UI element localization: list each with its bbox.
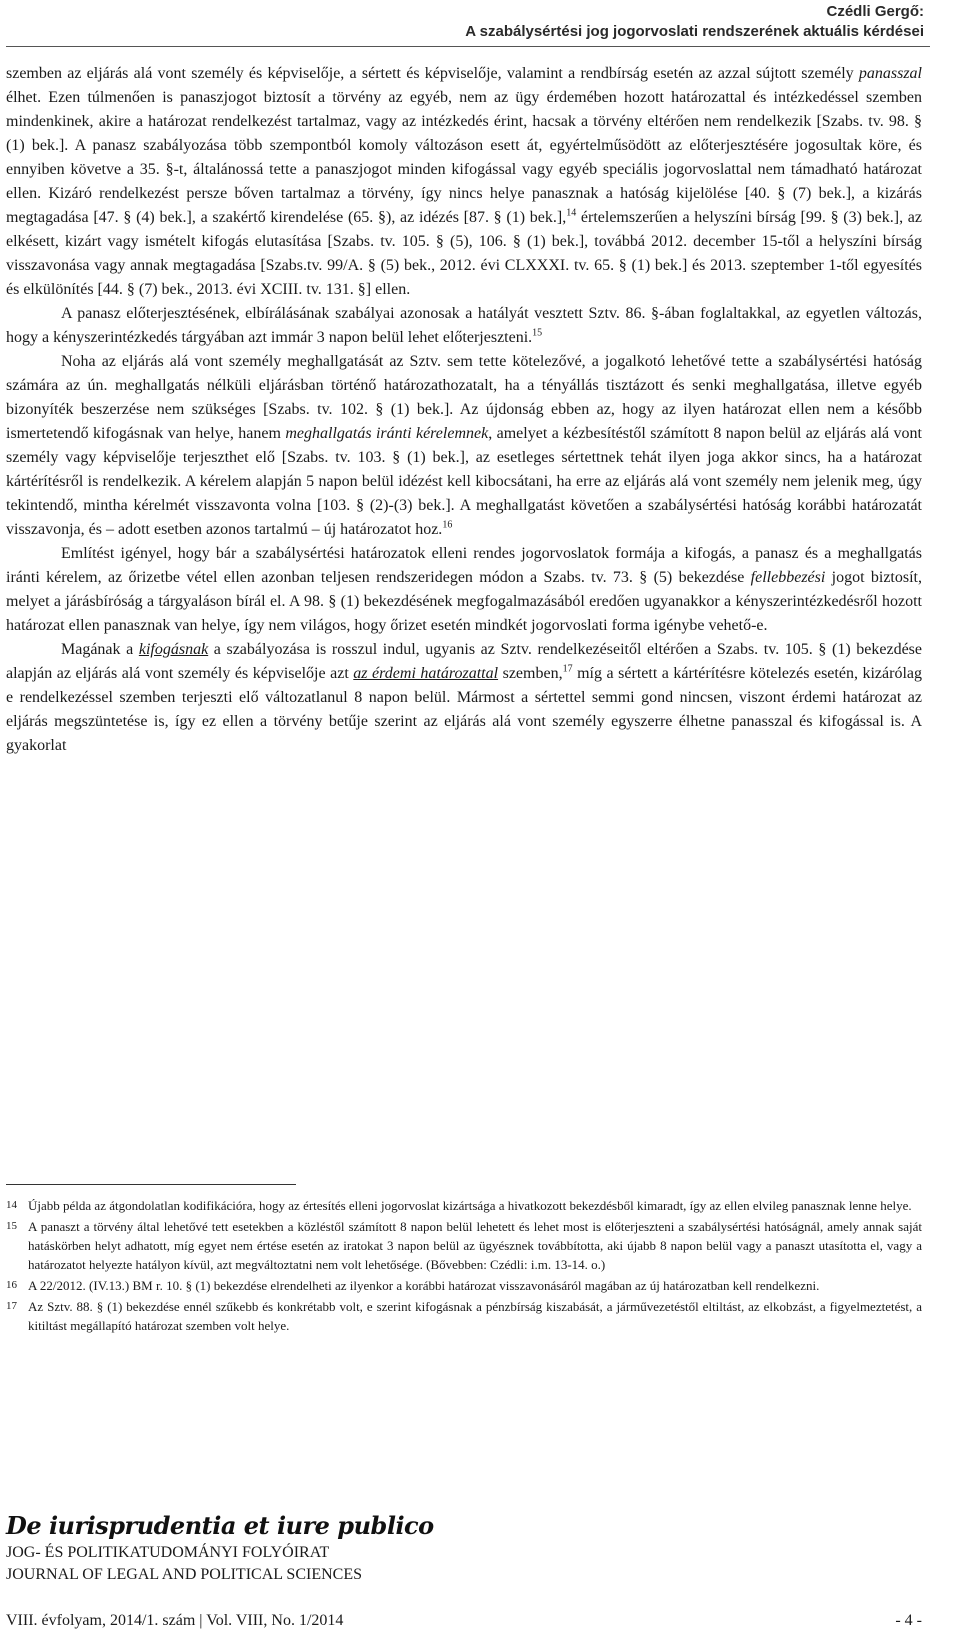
- footnote-divider: [6, 1184, 296, 1185]
- emphasis-term: kifogásnak: [138, 641, 209, 658]
- paragraph-3: Noha az eljárás alá vont személy meghallgatását az Sztv. sem tette kötelezővé, a jogalkotó lehetővé tette a szabálysértési hatóság számára az ún. meghallgatás nélküli eljárásban történő határozathozatalt, ha a tényállás tisztázott és senki meghallgatása, illetve egyéb bizonyíték beszerzése nem szükséges [Szabs. tv. 102. § (1) bek.]. Az újdonság ebben az, hogy az ilyen határozat ellen nem a később ismertetendő kifogásnak van helye, hanem meghallgatás iránti kérelemnek, amelyet a kézbesítéstől számított 8 napon belül az eljárás alá vont személy vagy képviselője terjeszthet elő [Szabs. tv. 103. § (1) bek.], az esetleges sértettnek tehát ilyen joga akkor sincs, ha a határozat kártérítésről is rendelkezik. A kérelem alapján 5 napon belül idézést kell kibocsátani, ha erre az eljárás alá vont személy nem jelenik meg, úgy tekintendő, mintha kérelmét visszavonta volna [103. § (2)-(3) bek.]. A meghallgatást követően a szabálysértési hatóság korábbi határozatát visszavonja, és – adott esetben azonos tartalmú – új határozatot hoz.$^{16}$: [6, 353, 923, 538]
- footnote-ref-15[interactable]: 15: [532, 327, 543, 339]
- journal-subtitle-en: JOURNAL OF LEGAL AND POLITICAL SCIENCES: [6, 1566, 362, 1583]
- journal-logo: De iurisprudentia et iure publico: [6, 1511, 434, 1540]
- issue-line: [6, 1610, 922, 1632]
- emphasis-term: fellebbezési: [750, 569, 826, 586]
- footnote-ref-16[interactable]: 16: [442, 519, 453, 531]
- paragraph-4: Említést igényel, hogy bár a szabálysértési határozatok elleni rendes jogorvoslatok formája a kifogás, a panasz és a meghallgatás iránti kérelem, az őrizetbe vétel ellen azonban teljesen rendszeridegen módon a Szabs. tv. 73. § (5) bekezdése fellebbezési jogot biztosít, melyet a járásbíróság a tárgyaláson bírál el. A 98. § (1) bekezdésének megfogalmazásából eredően ugyanakkor a kényszerintézkedésről hozott határozat ellen panasznak van helye, így nem világos, hogy őrizet esetén mindkét jogorvoslati forma igénybe vehető-e.: [6, 545, 922, 634]
- footnote-number: 14: [6, 1199, 17, 1211]
- emphasis-term: az érdemi határozattal: [353, 665, 499, 682]
- footnote-ref-14[interactable]: 14: [566, 207, 577, 219]
- paragraph-5: Magának a kifogásnak a szabályozása is rosszul indul, ugyanis az Sztv. rendelkezéseitől eltérően a Szabs. tv. 105. § (1) bekezdése alapján az eljárás alá vont személy és képviselője azt az érdemi határozattal szemben,$^{17}$ míg a sértett a kártérítésre kötelezés esetén, kizárólag e rendelkezéssel szemben terjeszti elő változatlanul 8 napon belül. Mármost a sértettel semmi gond nincsen, viszont érdemi határozat az eljárás megszüntetése is, így ez ellen a törvény betűje szerint az eljárás alá vont személy egyszerre élhetne panasszal és kifogással is. A gyakorlat: [6, 641, 922, 754]
- footnote-text: A 22/2012. (IV.13.) BM r. 10. § (1) bekezdése elrendelheti az ilyenkor a korábbi határozat visszavonásáról magában az új határozatban kell rendelkezni.: [28, 1278, 820, 1293]
- paragraph-2: A panasz előterjesztésének, elbírálásának szabályai azonosak a hatályát vesztett Sztv. 86. §-ában foglaltakkal, az egyetlen változás, hogy a kényszerintézkedés tárgyában azt immár 3 napon belül lehet előterjeszteni.$^{15}$: [6, 305, 922, 346]
- footnote: [6, 1196, 922, 1215]
- footnote-number: 16: [6, 1279, 17, 1291]
- header-title: A szabálysértési jog jogorvoslati rendszerének aktuális kérdései: [465, 23, 924, 40]
- paragraph-1: szemben az eljárás alá vont személy és képviselője, a sértett és képviselője, valamint a rendbírság esetén az azzal sújtott személy panasszal élhet. Ezen túlmenően is panaszjogot biztosít a törvény az egyéb, nem az ügy érdemében hozott határozattal és intézkedéssel szemben mindenkinek, akire a határozat rendelkezést tartalmaz, vagy az intézkedés érint, hacsak a törvény eltérően nem rendelkezik [Szabs. tv. 98. § (1) bek.]. A panasz szabályozása több szempontból komoly változáson esett át, egyértelműsödött az előterjesztésére jogosultak köre, és ennyiben követve a 35. §-t, általánossá tette a panaszjogot minden kifogással vagy egyéb speciális jogorvoslattal nem támadható határozat ellen. Kizáró rendelkezést persze bőven tartalmaz a törvény, így nincs helye panasznak a hatóság kijelölése [40. § (7) bek.], a kizárás megtagadása [47. § (4) bek.], a szakértő kirendelése (65. §), az idézés [87. § (1) bek.],$^{14}$ értelemszerűen a helyszíni bírság [99. § (3) bek.], az elkésett, kizárt vagy ismételt kifogás elutasítása [Szabs. tv. 105. § (5), 106. § (1) bek.], továbbá 2012. december 15-től a helyszíni bírság visszavonása vagy annak megtagadása [Szabs.tv. 99/A. § (5) bek., 2012. évi CLXXXI. tv. 65. § (1) bek.] és 2013. szeptember 1-től egyesítés és elkülönítés [44. § (7) bek., 2013. évi XCIII. tv. 131. §] ellen.: [6, 65, 923, 298]
- footnote-ref-17[interactable]: 17: [562, 663, 573, 675]
- journal-footer: [6, 1510, 922, 1629]
- issue-info: VIII. évfolyam, 2014/1. szám | Vol. VIII, No. 1/2014: [6, 1612, 344, 1629]
- footnote-text: A panaszt a törvény által lehetővé tett esetekben a közléstől számított 8 napon belül lehetett és lehet most is előterjeszteni a szabálysértési hatóságnál, amely annak saját hatáskörben helyt adhatott, míg egyet nem értése esetén az iratokat 3 napon belül az ügyésznek továbbította, aki újabb 8 napon belül vagy a panaszt utasította el, vagy a határozatot helyezte hatályon kívül, azt megváltoztatni nem volt lehetősége. (Bővebben: Czédli: i.m. 13-14. o.): [28, 1219, 922, 1272]
- running-header: [465, 2, 924, 42]
- header-author: Czédli Gergő:: [826, 3, 924, 20]
- footnote-number: 17: [6, 1300, 17, 1312]
- footnote: [6, 1297, 922, 1335]
- page-number: - 4 -: [895, 1612, 922, 1629]
- footnote-text: Újabb példa az átgondolatlan kodifikációra, hogy az értesítés elleni jogorvoslat kizártsága a hivatkozott bekezdésből kimaradt, így az ellen elvileg panasznak lenne helye.: [28, 1198, 912, 1213]
- footnote-text: Az Sztv. 88. § (1) bekezdése ennél szűkebb és konkrétabb volt, e szerint kifogásnak a pénzbírság kiszabását, a járművezetéstől eltiltást, az elkobzást, a figyelmeztetést, a kitiltást megállapító határozat szemben volt helye.: [28, 1299, 922, 1333]
- footnote-number: 15: [6, 1220, 17, 1232]
- emphasis-term: meghallgatás iránti kérelemnek: [285, 425, 489, 442]
- body-text: [6, 62, 922, 758]
- journal-subtitle-hu: JOG- ÉS POLITIKATUDOMÁNYI FOLYÓIRAT: [6, 1544, 330, 1561]
- footnotes: [6, 1196, 922, 1337]
- footnote: [6, 1276, 922, 1295]
- footnote: [6, 1217, 922, 1274]
- header-divider: [6, 46, 930, 47]
- emphasis-term: panasszal: [858, 65, 922, 82]
